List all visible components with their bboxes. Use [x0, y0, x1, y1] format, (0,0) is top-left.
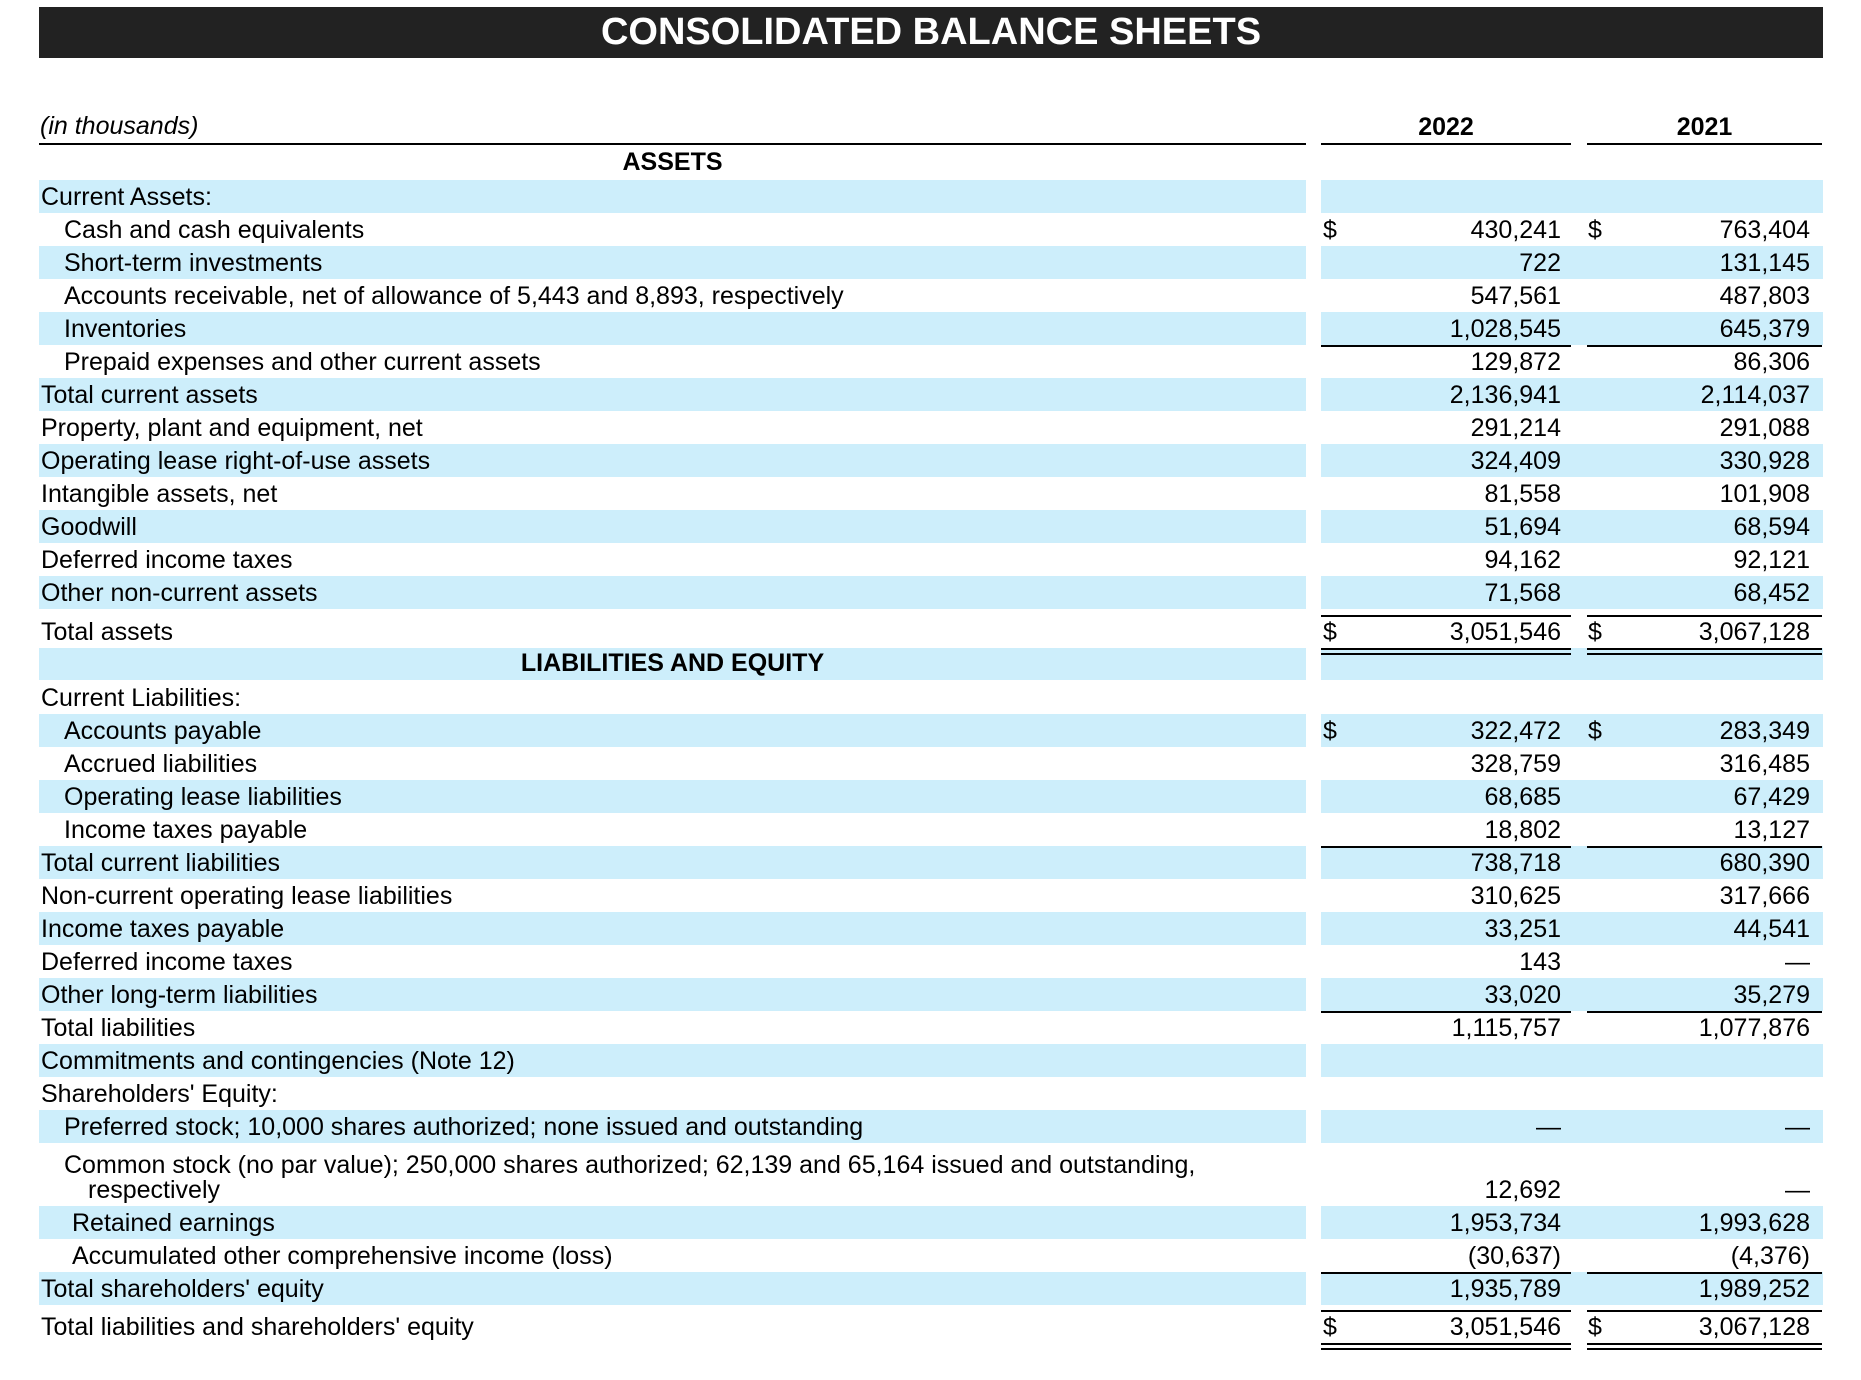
page-title: CONSOLIDATED BALANCE SHEETS [39, 7, 1823, 58]
total-double-rule-2022 [1321, 1348, 1571, 1350]
value-2022: 143 [1519, 948, 1561, 976]
value-2021: 645,379 [1719, 315, 1810, 343]
value-2022: 51,694 [1484, 513, 1561, 541]
value-2022: 18,802 [1484, 816, 1561, 844]
row-label: Operating lease right-of-use assets [41, 447, 431, 475]
currency-symbol-2022: $ [1323, 717, 1337, 745]
total-double-rule-2022 [1321, 653, 1571, 655]
value-2022: — [1536, 1113, 1561, 1141]
value-2021: — [1785, 1176, 1810, 1204]
value-2021: 13,127 [1733, 816, 1810, 844]
value-2022: 1,935,789 [1449, 1275, 1561, 1303]
value-2021: 1,993,628 [1698, 1209, 1810, 1237]
value-2022: 2,136,941 [1449, 381, 1561, 409]
value-2021: 283,349 [1719, 717, 1810, 745]
subtotal-rule-2022 [1321, 1272, 1571, 1274]
value-2022: 1,953,734 [1449, 1209, 1561, 1237]
value-2022: 322,472 [1470, 717, 1561, 745]
value-2021: 68,452 [1733, 579, 1810, 607]
row-label: Preferred stock; 10,000 shares authorized; none issued and outstanding [64, 1113, 864, 1141]
subtotal-rule-2021 [1587, 1011, 1822, 1013]
value-2021: 291,088 [1719, 414, 1810, 442]
row-label: Accrued liabilities [64, 750, 258, 778]
row-label: Non-current operating lease liabilities [41, 882, 453, 910]
row-label: Current Assets: [41, 183, 212, 211]
value-2022: 1,028,545 [1449, 315, 1561, 343]
value-2022: 1,115,757 [1451, 1014, 1561, 1042]
row-label: Intangible assets, net [41, 480, 278, 508]
value-2022: 430,241 [1470, 216, 1561, 244]
header-rule-2022 [1321, 143, 1571, 145]
value-2021: 680,390 [1719, 849, 1810, 877]
row-label: Commitments and contingencies (Note 12) [41, 1047, 515, 1075]
band-gap [1306, 978, 1321, 1011]
subtotal-rule-2021 [1587, 1310, 1822, 1312]
value-2021: (4,376) [1730, 1242, 1810, 1270]
subtotal-rule-2022 [1321, 846, 1571, 848]
value-2021: 1,077,876 [1698, 1014, 1810, 1042]
value-2021: 101,908 [1719, 480, 1810, 508]
value-2021: 487,803 [1719, 282, 1810, 310]
section-heading-liabilities: LIABILITIES AND EQUITY [520, 649, 825, 677]
value-2021: 2,114,037 [1700, 381, 1810, 409]
value-2021: 92,121 [1733, 546, 1810, 574]
band-gap [1306, 378, 1321, 411]
band-gap [1306, 846, 1321, 879]
total-double-rule-2021 [1587, 653, 1822, 655]
band-gap [1306, 246, 1321, 279]
band-gap [1306, 780, 1321, 813]
row-label: Retained earnings [72, 1209, 275, 1237]
value-2021: 1,989,252 [1698, 1275, 1810, 1303]
subtotal-rule-2021 [1587, 615, 1822, 617]
total-double-rule-2022 [1321, 1343, 1571, 1345]
subtotal-rule-2022 [1321, 1310, 1571, 1312]
band-gap [1306, 1272, 1321, 1305]
row-label: Income taxes payable [64, 816, 308, 844]
value-2022: 3,051,546 [1449, 618, 1561, 646]
row-label: Total liabilities and shareholders' equity [41, 1313, 474, 1341]
currency-symbol-2021: $ [1588, 618, 1602, 646]
band-gap [1306, 714, 1321, 747]
row-label: Deferred income taxes [41, 546, 293, 574]
row-label: Other long-term liabilities [41, 981, 318, 1009]
value-2022: 547,561 [1470, 282, 1561, 310]
row-label: Common stock (no par value); 250,000 shares authorized; 62,139 and 65,164 issued and outstanding, [64, 1151, 1196, 1179]
band-gap [1306, 180, 1321, 213]
value-2022: 71,568 [1484, 579, 1561, 607]
total-double-rule-2021 [1587, 1343, 1822, 1345]
value-2021: 68,594 [1733, 513, 1810, 541]
section-heading-assets: ASSETS [622, 148, 723, 176]
value-2022: 129,872 [1470, 348, 1561, 376]
currency-symbol-2022: $ [1323, 216, 1337, 244]
row-label: Prepaid expenses and other current assets [64, 348, 541, 376]
value-2021: 763,404 [1719, 216, 1810, 244]
value-2022: 33,020 [1484, 981, 1561, 1009]
band-gap [1306, 312, 1321, 345]
row-label: Accumulated other comprehensive income (loss) [72, 1242, 613, 1270]
row-label: Operating lease liabilities [64, 783, 342, 811]
band-gap [1306, 1110, 1321, 1143]
value-2022: 33,251 [1484, 915, 1561, 943]
header-rule-2021 [1587, 143, 1822, 145]
value-2022: 12,692 [1484, 1176, 1561, 1204]
row-band [39, 180, 1823, 213]
value-2022: 68,685 [1484, 783, 1561, 811]
subtotal-rule-2021 [1587, 1272, 1822, 1274]
row-label: Cash and cash equivalents [64, 216, 365, 244]
value-2022: 81,558 [1484, 480, 1561, 508]
row-label: Shareholders' Equity: [41, 1080, 278, 1108]
value-2021: 317,666 [1719, 882, 1810, 910]
row-label: Total assets [41, 618, 174, 646]
subtotal-rule-2022 [1321, 1011, 1571, 1013]
value-2022: 722 [1519, 249, 1561, 277]
row-label: Total current liabilities [41, 849, 280, 877]
column-header-2021: 2021 [1676, 113, 1733, 141]
band-gap [1306, 576, 1321, 609]
value-2022: 3,051,546 [1449, 1313, 1561, 1341]
row-label: Accounts receivable, net of allowance of 5,443 and 8,893, respectively [64, 282, 844, 310]
band-gap [1306, 510, 1321, 543]
band-gap [1306, 444, 1321, 477]
header-rule-label [39, 143, 1306, 145]
row-label: Deferred income taxes [41, 948, 293, 976]
value-2022: 328,759 [1470, 750, 1561, 778]
subtotal-rule-2021 [1587, 846, 1822, 848]
total-double-rule-2022 [1321, 648, 1571, 650]
row-label: Goodwill [41, 513, 137, 541]
subtotal-rule-2022 [1321, 615, 1571, 617]
row-label-continued: respectively [88, 1176, 220, 1204]
band-gap [1306, 1206, 1321, 1239]
value-2021: 3,067,128 [1698, 1313, 1810, 1341]
value-2021: 330,928 [1719, 447, 1810, 475]
row-label: Accounts payable [64, 717, 262, 745]
currency-symbol-2021: $ [1588, 717, 1602, 745]
total-double-rule-2021 [1587, 1348, 1822, 1350]
row-label: Total liabilities [41, 1014, 196, 1042]
row-label: Income taxes payable [41, 915, 285, 943]
row-label: Inventories [64, 315, 187, 343]
value-2021: — [1785, 948, 1810, 976]
row-label: Short-term investments [64, 249, 323, 277]
value-2022: 738,718 [1470, 849, 1561, 877]
row-label: Current Liabilities: [41, 684, 242, 712]
value-2021: 3,067,128 [1698, 618, 1810, 646]
subtotal-rule-2021 [1587, 345, 1822, 347]
total-double-rule-2021 [1587, 648, 1822, 650]
row-label: Total current assets [41, 381, 258, 409]
value-2022: 94,162 [1484, 546, 1561, 574]
band-gap [1306, 648, 1321, 680]
currency-symbol-2021: $ [1588, 216, 1602, 244]
value-2021: 86,306 [1733, 348, 1810, 376]
row-label: Property, plant and equipment, net [41, 414, 423, 442]
band-gap [1306, 1044, 1321, 1077]
value-2022: 324,409 [1470, 447, 1561, 475]
value-2022: 310,625 [1470, 882, 1561, 910]
units-label: (in thousands) [40, 112, 199, 140]
value-2021: 316,485 [1719, 750, 1810, 778]
band-gap [1306, 912, 1321, 945]
value-2021: 67,429 [1733, 783, 1810, 811]
value-2021: 35,279 [1733, 981, 1810, 1009]
row-label: Other non-current assets [41, 579, 318, 607]
value-2021: 131,145 [1719, 249, 1810, 277]
subtotal-rule-2022 [1321, 345, 1571, 347]
column-header-2022: 2022 [1418, 113, 1474, 141]
value-2021: 44,541 [1733, 915, 1810, 943]
value-2022: 291,214 [1470, 414, 1561, 442]
value-2022: (30,637) [1467, 1242, 1561, 1270]
value-2021: — [1785, 1113, 1810, 1141]
currency-symbol-2022: $ [1323, 1313, 1337, 1341]
currency-symbol-2021: $ [1588, 1313, 1602, 1341]
row-label: Total shareholders' equity [41, 1275, 324, 1303]
currency-symbol-2022: $ [1323, 618, 1337, 646]
